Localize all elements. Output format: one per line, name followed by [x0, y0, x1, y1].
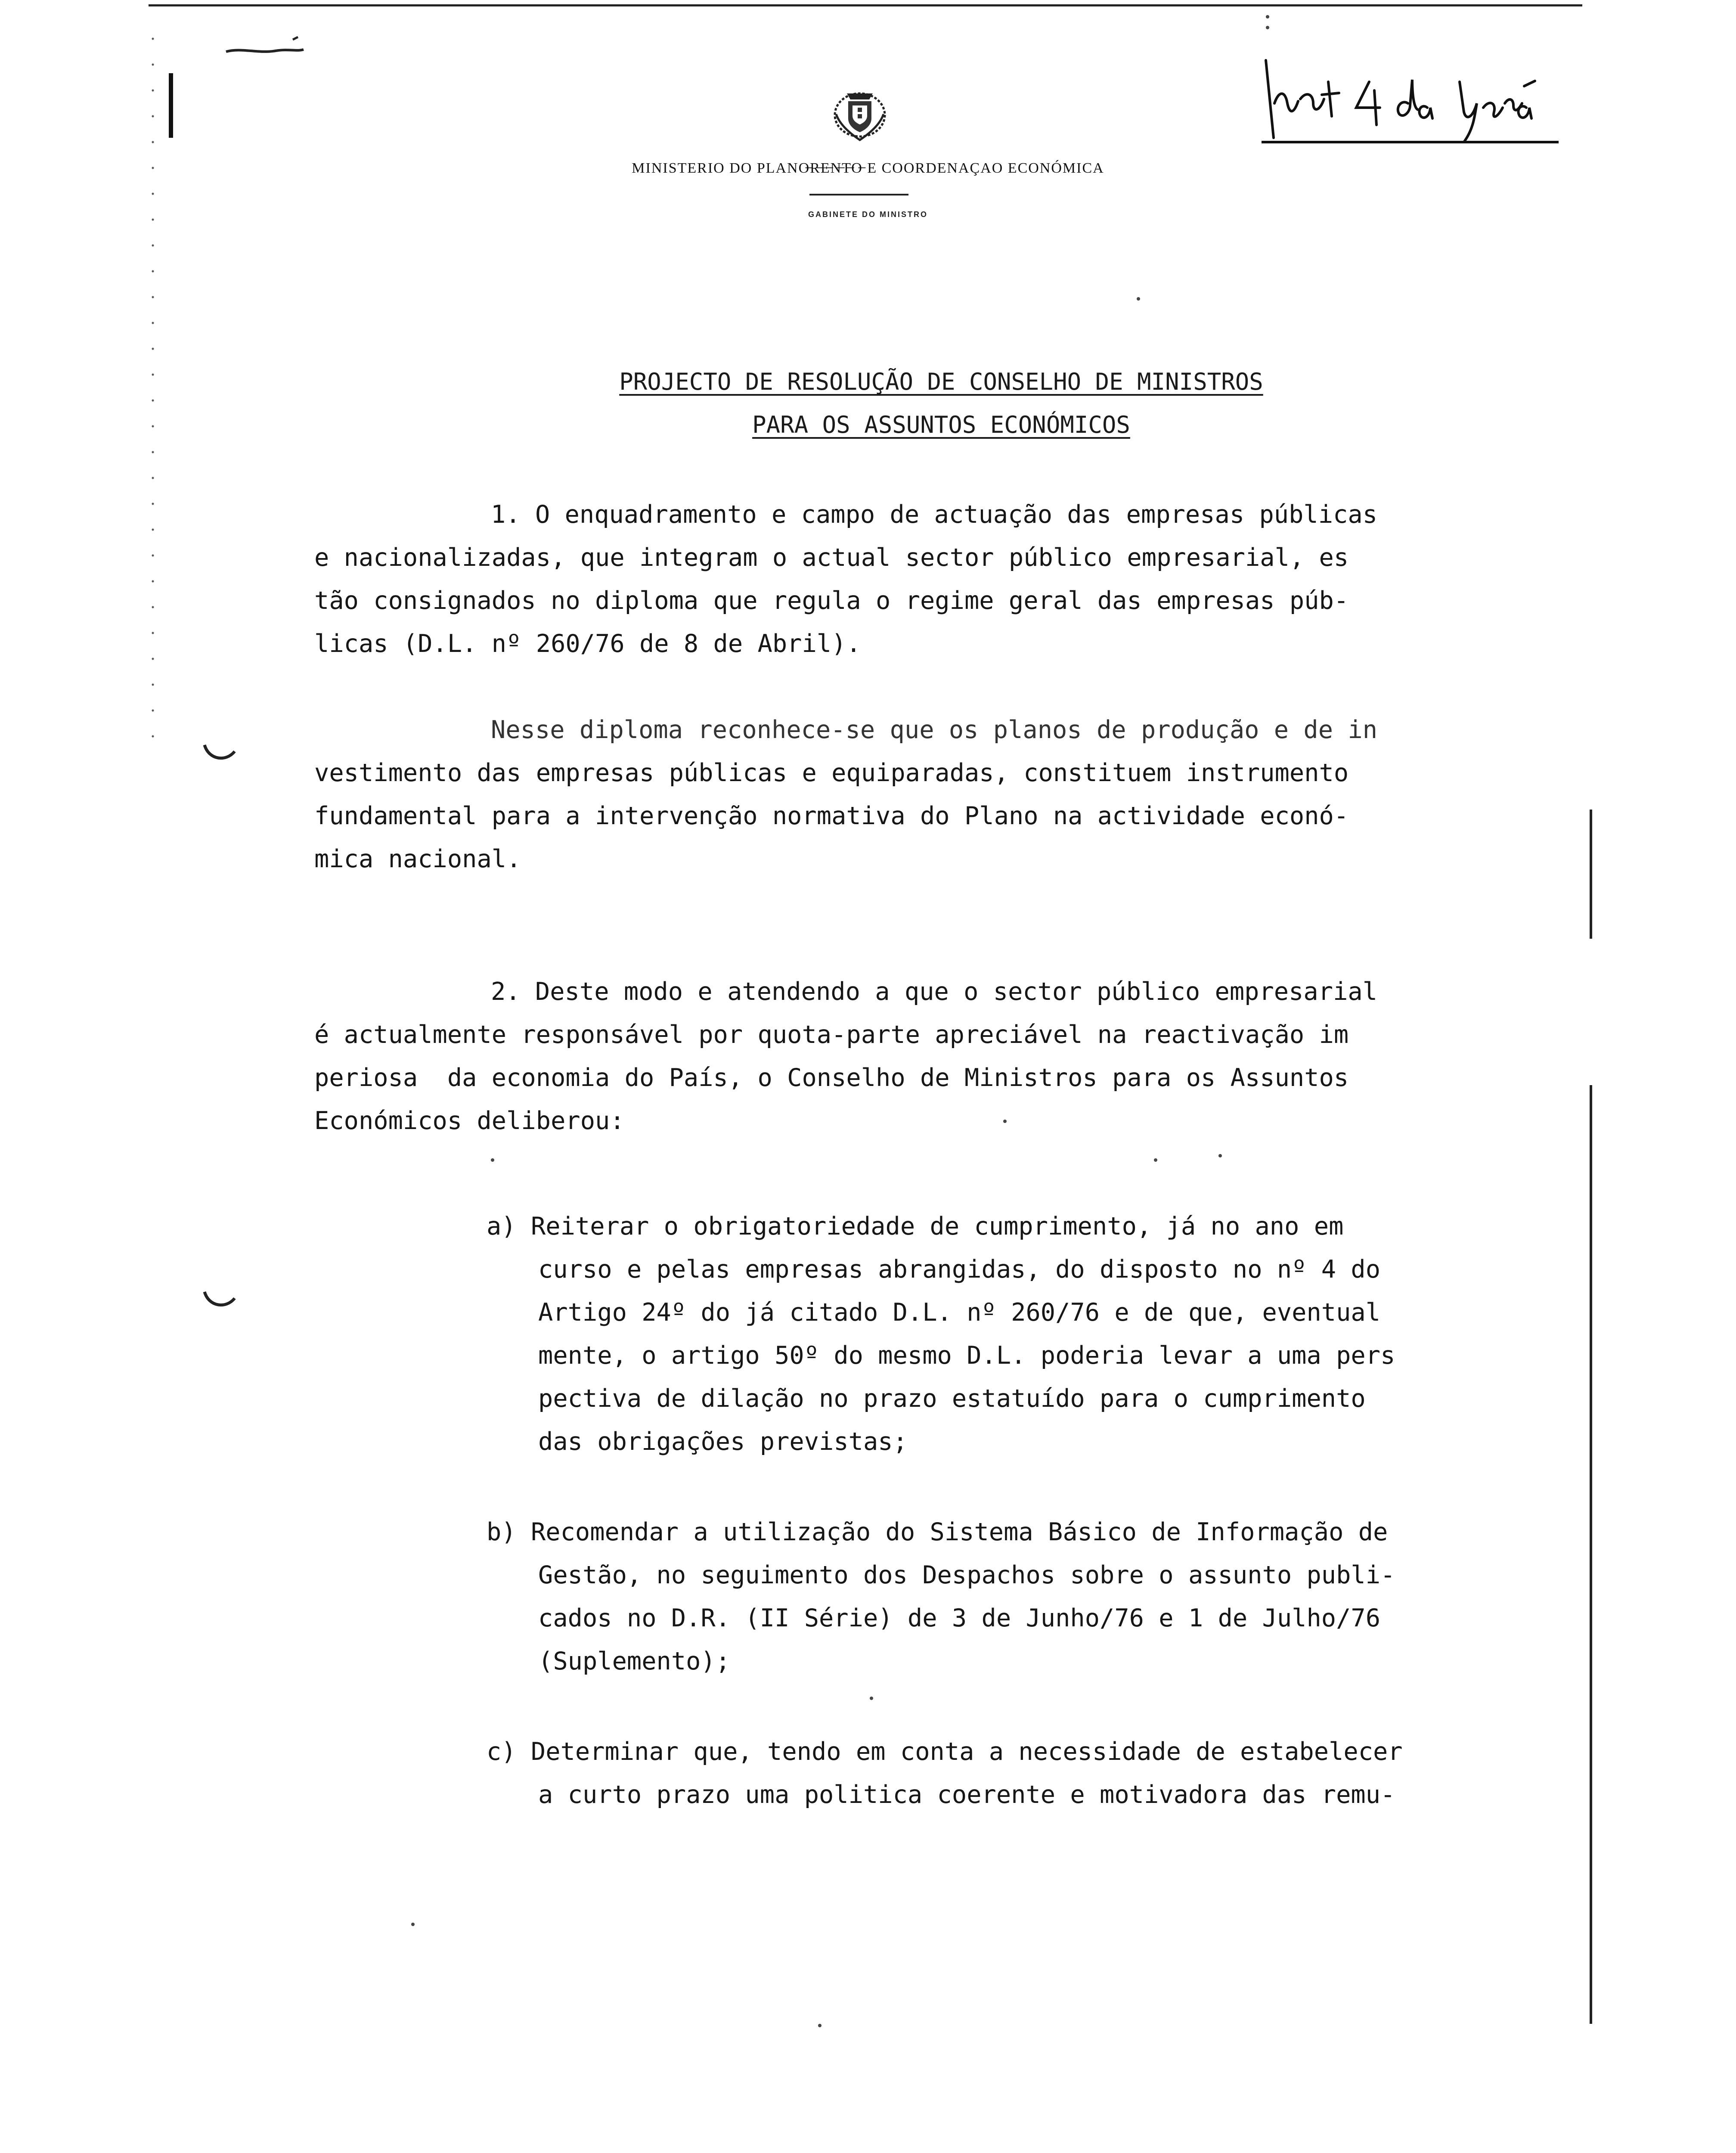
document-title-line-2: PARA OS ASSUNTOS ECONÓMICOS — [752, 411, 1130, 438]
item-b-line: (Suplemento); — [538, 1647, 731, 1675]
scan-speck — [1266, 15, 1269, 19]
item-b-line: cados no D.R. (II Série) de 3 de Junho/76 e 1 de Julho/76 — [538, 1604, 1381, 1632]
item-a-line: Artigo 24º do já citado D.L. nº 260/76 e de que, eventual — [538, 1298, 1381, 1327]
paragraph-3-line: 2. Deste modo e atendendo a que o sector público empresarial — [491, 977, 1378, 1006]
item-a-line: mente, o artigo 50º do mesmo D.L. poderia levar a uma pers — [538, 1341, 1395, 1370]
scan-bracket-mark — [202, 1287, 237, 1313]
paragraph-2-line: mica nacional. — [314, 845, 521, 873]
paragraph-1-line: licas (D.L. nº 260/76 de 8 de Abril). — [314, 630, 861, 658]
scan-right-margin-line — [1590, 1085, 1592, 2024]
item-c-line: a curto prazo uma politica coerente e motivadora das remu- — [538, 1781, 1395, 1809]
scan-right-margin-line — [1590, 810, 1592, 939]
scan-speck — [1218, 1154, 1222, 1157]
scan-speck — [1154, 1158, 1157, 1162]
item-b-line: b) Recomendar a utilização do Sistema Básico de Informação de — [487, 1518, 1388, 1546]
handwritten-note — [1262, 56, 1559, 146]
header-divider — [809, 194, 908, 195]
paragraph-3-line: Económicos deliberou: — [314, 1107, 625, 1135]
paragraph-1-line: e nacionalizadas, que integram o actual sector público empresarial, es — [314, 543, 1349, 572]
item-a-line: a) Reiterar o obrigatoriedade de cumprimento, já no ano em — [487, 1212, 1344, 1241]
paragraph-2-line: Nesse diploma reconhece-se que os planos de produção e de in — [491, 716, 1378, 744]
scan-bracket-mark — [202, 741, 237, 766]
scan-scribble — [224, 34, 306, 56]
paragraph-2-line: vestimento das empresas públicas e equiparadas, constituem instrumento — [314, 759, 1349, 787]
cabinet-subheading: GABINETE DO MINISTRO — [808, 210, 928, 219]
scan-speck — [870, 1697, 873, 1700]
paragraph-3-line: é actualmente responsável por quota-parte apreciável na reactivação im — [314, 1021, 1349, 1049]
ministry-heading: MINISTERIO DO PLANO̶R̶E̶N̶T̶O̶ E COORDENAÇAO ECONÓMICA — [632, 160, 1104, 176]
scan-left-mark — [169, 73, 183, 138]
scan-speck — [818, 2024, 822, 2027]
paragraph-3-line: periosa da economia do País, o Conselho de Ministros para os Assuntos — [314, 1064, 1349, 1092]
scan-speck — [1003, 1120, 1007, 1123]
paragraph-1-line: tão consignados no diploma que regula o regime geral das empresas púb- — [314, 586, 1349, 615]
item-a-line: curso e pelas empresas abrangidas, do disposto no nº 4 do — [538, 1255, 1381, 1284]
item-b-line: Gestão, no seguimento dos Despachos sobre o assunto publi- — [538, 1561, 1395, 1589]
item-a-line: das obrigações previstas; — [538, 1427, 908, 1456]
scan-speck — [1266, 26, 1269, 29]
scan-speck — [1137, 297, 1140, 301]
scan-speck — [411, 1923, 415, 1926]
item-a-line: pectiva de dilação no prazo estatuído para o cumprimento — [538, 1384, 1366, 1413]
paragraph-1-line: 1. O enquadramento e campo de actuação das empresas públicas — [491, 500, 1378, 529]
paragraph-2-line: fundamental para a intervenção normativa do Plano na actividade econó- — [314, 802, 1349, 830]
scan-top-border — [149, 4, 1582, 6]
coat-of-arms-emblem — [828, 84, 892, 144]
scan-speck — [491, 1158, 494, 1162]
document-title-line-1: PROJECTO DE RESOLUÇÃO DE CONSELHO DE MINISTROS — [619, 368, 1263, 395]
item-c-line: c) Determinar que, tendo em conta a necessidade de estabelecer — [487, 1737, 1403, 1766]
